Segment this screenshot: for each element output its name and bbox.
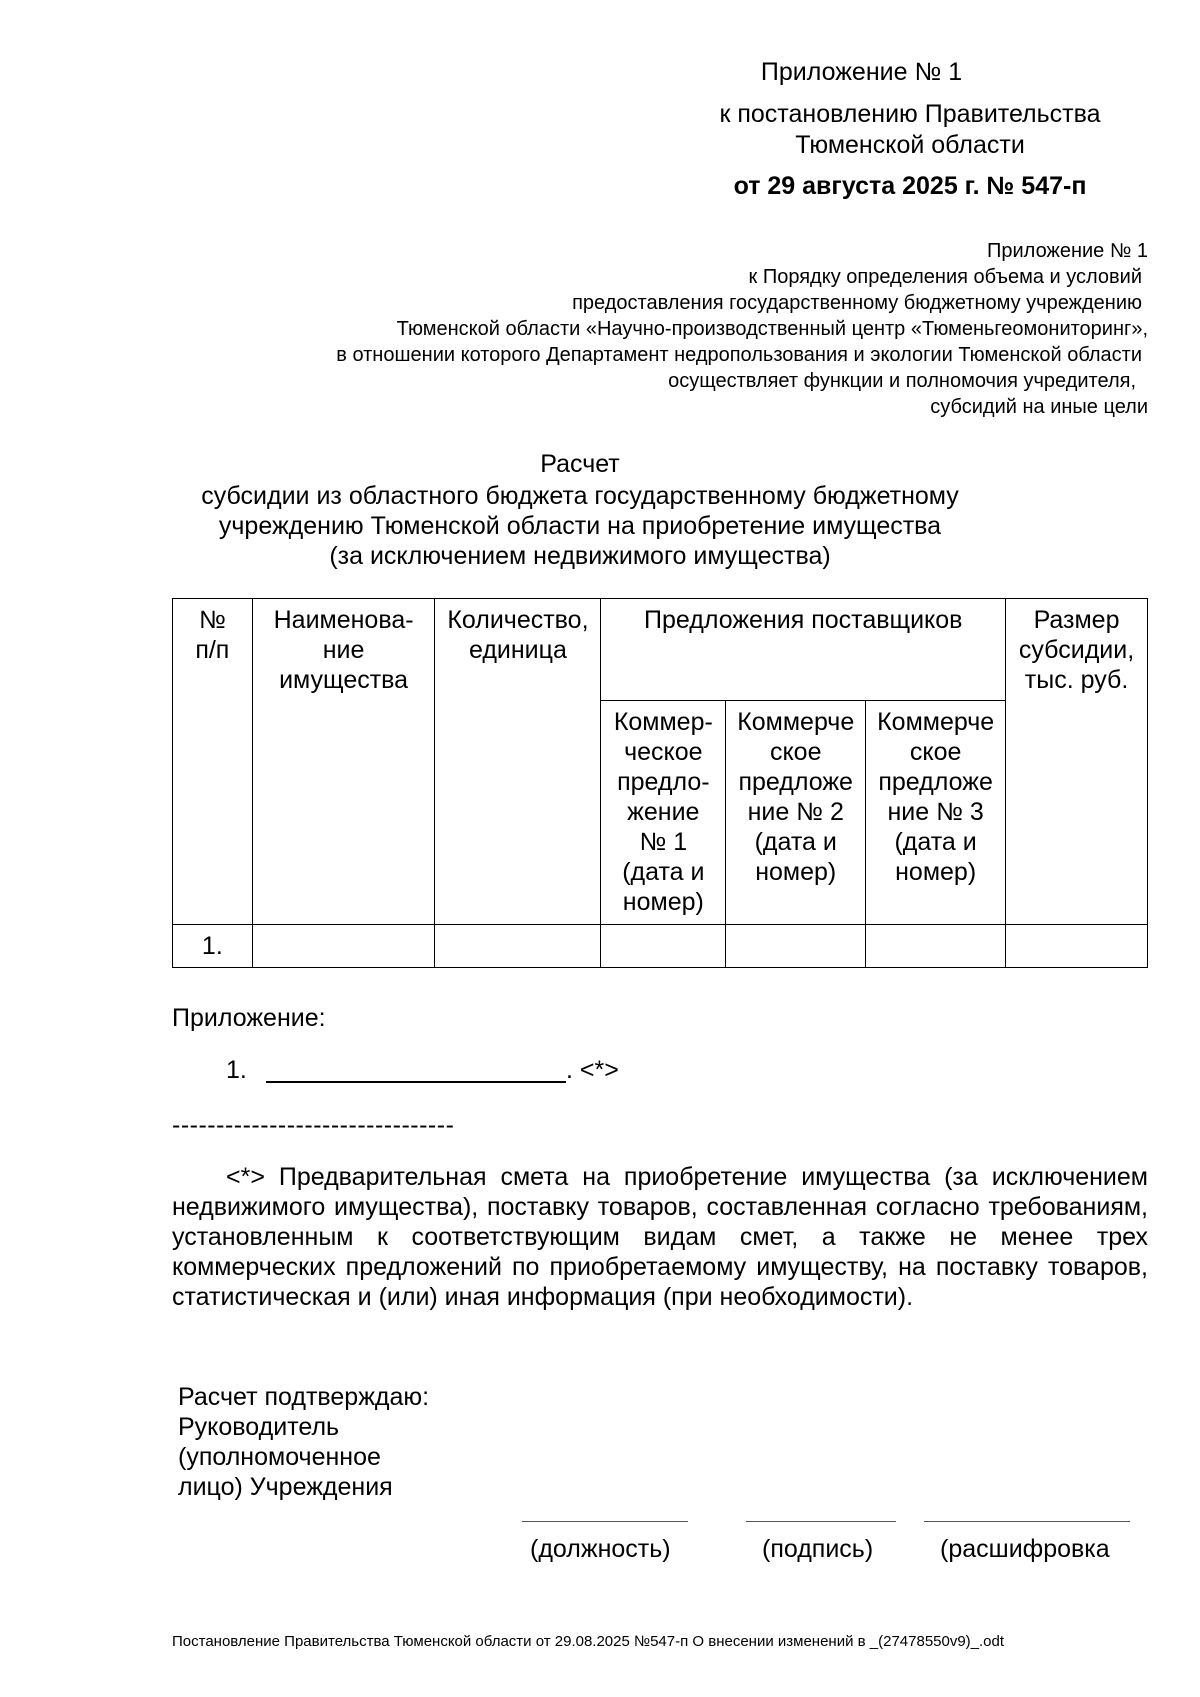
position-signature-line <box>522 1521 688 1522</box>
table-cell <box>252 925 435 968</box>
column-header-offer-1: Коммер- ческое предло- жение № 1 (дата и номер) <box>601 701 726 925</box>
attachment-label: Приложение: <box>172 1004 326 1032</box>
confirm-line-2: Руководитель <box>178 1413 340 1441</box>
resolution-date: от 29 августа 2025 г. № 547-п <box>733 172 1087 200</box>
document-subtitle-line-3: (за исключением недвижимого имущества) <box>329 542 831 570</box>
document-subtitle-line-2: учреждению Тюменской области на приобретение имущества <box>218 512 942 540</box>
signature-label: (подпись) <box>762 1535 874 1563</box>
order-appendix-line-2: к Порядку определения объема и условий <box>748 266 1142 288</box>
decode-label: (расшифровка <box>940 1535 1110 1563</box>
table-cell <box>435 925 601 968</box>
column-header-offer-2: Коммерче ское предложе ние № 2 (дата и номер) <box>726 701 866 925</box>
order-appendix-line-7: субсидий на иные цели <box>930 396 1148 418</box>
column-header-quantity: Количество, единица <box>435 599 601 925</box>
order-appendix-line-1: Приложение № 1 <box>987 240 1148 262</box>
confirm-line-3: (уполномоченное <box>178 1443 381 1471</box>
row-number-cell: 1. <box>173 925 253 968</box>
confirm-line-4: лицо) Учреждения <box>178 1473 393 1501</box>
document-subtitle-line-1: субсидии из областного бюджета государственному бюджетному <box>201 482 959 510</box>
attachment-footnote-marker: . <*> <box>566 1056 619 1084</box>
column-header-subsidy-size: Размер субсидии, тыс. руб. <box>1006 599 1148 925</box>
table-cell <box>726 925 866 968</box>
position-label: (должность) <box>530 1535 671 1563</box>
confirm-line-1: Расчет подтверждаю: <box>178 1383 430 1411</box>
footnote-separator: -------------------------------- <box>172 1111 455 1139</box>
column-header-offer-3: Коммерче ское предложе ние № 3 (дата и номер) <box>866 701 1006 925</box>
resolution-appendix-title: Приложение № 1 <box>760 58 963 86</box>
attachment-blank-line <box>266 1081 566 1083</box>
column-header-number: № п/п <box>173 599 253 925</box>
order-appendix-line-4: Тюменской области «Научно-производственный центр «Тюменьгеомониторинг», <box>396 318 1148 340</box>
column-header-name: Наименова- ние имущества <box>252 599 435 925</box>
footnote-text: <*> Предварительная смета на приобретение имущества (за исключением недвижимого имущества), поставку товаров, составленная согласно требованиям, установленным к соответствующим видам смет, а также не менее трех коммерческих предложений по приобретаемому имуществу, на поставку товаров, статистическая и (или) иная информация (при необходимости). <box>172 1163 1148 1311</box>
document-title: Расчет <box>540 450 620 478</box>
order-appendix-line-5: в отношении которого Департамент недропользования и экологии Тюменской области <box>336 344 1142 366</box>
attachment-item-number: 1. <box>226 1056 247 1084</box>
table-cell <box>866 925 1006 968</box>
table-header-row <box>173 599 1148 701</box>
table-row <box>173 925 1148 968</box>
column-header-supplier-offers: Предложения поставщиков <box>601 599 1006 701</box>
resolution-reference <box>680 100 1140 160</box>
order-appendix-line-6: осуществляет функции и полномочия учредителя, <box>668 370 1136 392</box>
subsidy-calculation-table <box>172 598 1148 968</box>
table-cell <box>1006 925 1148 968</box>
signature-line <box>746 1521 896 1522</box>
table-cell <box>601 925 726 968</box>
resolution-reference-line-1: к постановлению Правительства <box>719 100 1101 128</box>
resolution-reference-line-2: Тюменской области <box>795 131 1025 159</box>
name-signature-line <box>924 1521 1130 1522</box>
document-footer: Постановление Правительства Тюменской области от 29.08.2025 №547-п О внесении изменений в _(27478550v9)_.odt <box>172 1633 1005 1650</box>
order-appendix-line-3: предоставления государственному бюджетному учреждению <box>572 292 1142 314</box>
